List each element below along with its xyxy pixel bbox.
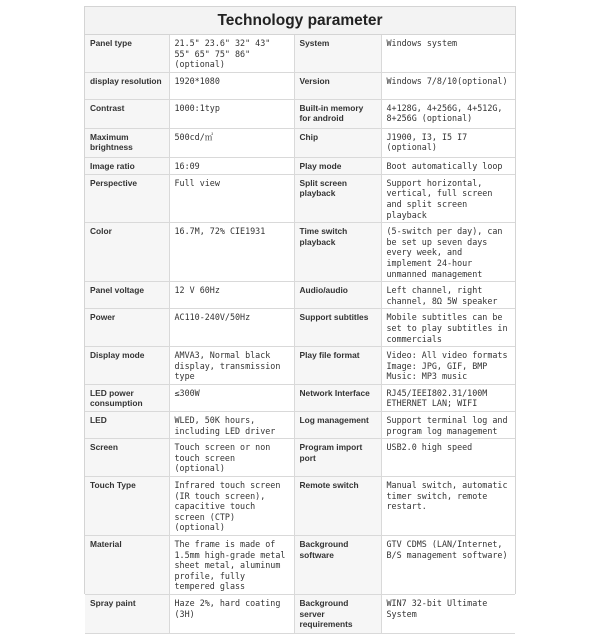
spec-label: Spray paint bbox=[85, 594, 169, 633]
table-row bbox=[85, 309, 515, 347]
page-title: Technology parameter bbox=[85, 7, 515, 35]
spec-value: Infrared touch screen (IR touch screen), capacitive touch screen (CTP) (optional) bbox=[169, 477, 294, 536]
spec-value: AMVA3, Normal black display, transmission type bbox=[169, 347, 294, 385]
spec-label: LED bbox=[85, 412, 169, 439]
spec-value: Haze 2%, hard coating (3H) bbox=[169, 594, 294, 633]
spec-value: 16.7M, 72% CIE1931 bbox=[169, 223, 294, 282]
spec-label: Touch Type bbox=[85, 477, 169, 536]
spec-label: Maximum brightness bbox=[85, 128, 169, 157]
table-row bbox=[85, 347, 515, 385]
spec-label: Network Interface bbox=[294, 384, 381, 411]
spec-value: Mobile subtitles can be set to play subtitles in commercials bbox=[381, 309, 515, 347]
spec-value: Support terminal log and program log management bbox=[381, 412, 515, 439]
spec-label: display resolution bbox=[85, 72, 169, 99]
spec-label: Remote switch bbox=[294, 477, 381, 536]
spec-label: Screen bbox=[85, 439, 169, 477]
spec-value: 1000:1typ bbox=[169, 99, 294, 128]
spec-label: Contrast bbox=[85, 99, 169, 128]
table-row bbox=[85, 594, 515, 633]
spec-value: Manual switch, automatic timer switch, remote restart. bbox=[381, 477, 515, 536]
table-row bbox=[85, 412, 515, 439]
spec-value: Support horizontal, vertical, full screen and split screen playback bbox=[381, 174, 515, 222]
spec-label: Perspective bbox=[85, 174, 169, 222]
spec-value: Boot automatically loop bbox=[381, 157, 515, 174]
table-row bbox=[85, 439, 515, 477]
spec-value: (5-switch per day), can be set up seven days every week, and implement 24-hour unmanned management bbox=[381, 223, 515, 282]
spec-value: Left channel, right channel, 8Ω 5W speaker bbox=[381, 282, 515, 309]
spec-sheet bbox=[84, 6, 516, 630]
table-row bbox=[85, 35, 515, 72]
table-row bbox=[85, 174, 515, 222]
spec-label: Panel voltage bbox=[85, 282, 169, 309]
spec-label: Play mode bbox=[294, 157, 381, 174]
spec-value: 500cd/㎡ bbox=[169, 128, 294, 157]
table-row bbox=[85, 157, 515, 174]
table-row bbox=[85, 99, 515, 128]
spec-label: Material bbox=[85, 536, 169, 595]
spec-label: Program import port bbox=[294, 439, 381, 477]
spec-value: ≤300W bbox=[169, 384, 294, 411]
spec-value: Full view bbox=[169, 174, 294, 222]
spec-value: AC110-240V/50Hz bbox=[169, 309, 294, 347]
spec-label: Panel type bbox=[85, 35, 169, 72]
spec-label: Background server requirements bbox=[294, 594, 381, 633]
spec-value: Windows 7/8/10(optional) bbox=[381, 72, 515, 99]
table-row bbox=[85, 384, 515, 411]
table-row bbox=[85, 536, 515, 595]
spec-label: Log management bbox=[294, 412, 381, 439]
table-row bbox=[85, 128, 515, 157]
spec-value: The frame is made of 1.5mm high-grade metal sheet metal, aluminum profile, fully tempered glass bbox=[169, 536, 294, 595]
spec-value: J1900, I3, I5 I7 (optional) bbox=[381, 128, 515, 157]
spec-label: Support subtitles bbox=[294, 309, 381, 347]
spec-label: Version bbox=[294, 72, 381, 99]
spec-label: Background software bbox=[294, 536, 381, 595]
spec-value: 4+128G, 4+256G, 4+512G, 8+256G (optional) bbox=[381, 99, 515, 128]
spec-label: System bbox=[294, 35, 381, 72]
spec-value: 1920*1080 bbox=[169, 72, 294, 99]
spec-table bbox=[85, 35, 515, 634]
spec-label: Play file format bbox=[294, 347, 381, 385]
spec-value: 21.5" 23.6" 32" 43" 55" 65" 75" 86"(optional) bbox=[169, 35, 294, 72]
spec-value: Video: All video formats Image: JPG, GIF, BMP Music: MP3 music bbox=[381, 347, 515, 385]
spec-label: Power bbox=[85, 309, 169, 347]
spec-label: Built-in memory for android bbox=[294, 99, 381, 128]
table-row bbox=[85, 72, 515, 99]
spec-label: Audio/audio bbox=[294, 282, 381, 309]
spec-label: Display mode bbox=[85, 347, 169, 385]
spec-value: RJ45/IEEI802.31/100M ETHERNET LAN; WIFI bbox=[381, 384, 515, 411]
spec-value: 16:09 bbox=[169, 157, 294, 174]
spec-value: GTV CDMS (LAN/Internet, B/S management software) bbox=[381, 536, 515, 595]
table-row bbox=[85, 282, 515, 309]
spec-value: USB2.0 high speed bbox=[381, 439, 515, 477]
spec-label: Time switch playback bbox=[294, 223, 381, 282]
spec-table-body bbox=[85, 35, 515, 633]
spec-label: Split screen playback bbox=[294, 174, 381, 222]
spec-label: LED power consumption bbox=[85, 384, 169, 411]
spec-value: Windows system bbox=[381, 35, 515, 72]
table-row bbox=[85, 223, 515, 282]
spec-value: WLED, 50K hours, including LED driver bbox=[169, 412, 294, 439]
table-row bbox=[85, 477, 515, 536]
spec-value: WIN7 32-bit Ultimate System bbox=[381, 594, 515, 633]
spec-value: Touch screen or non touch screen (optional) bbox=[169, 439, 294, 477]
spec-label: Image ratio bbox=[85, 157, 169, 174]
spec-label: Color bbox=[85, 223, 169, 282]
spec-label: Chip bbox=[294, 128, 381, 157]
spec-value: 12 V 60Hz bbox=[169, 282, 294, 309]
